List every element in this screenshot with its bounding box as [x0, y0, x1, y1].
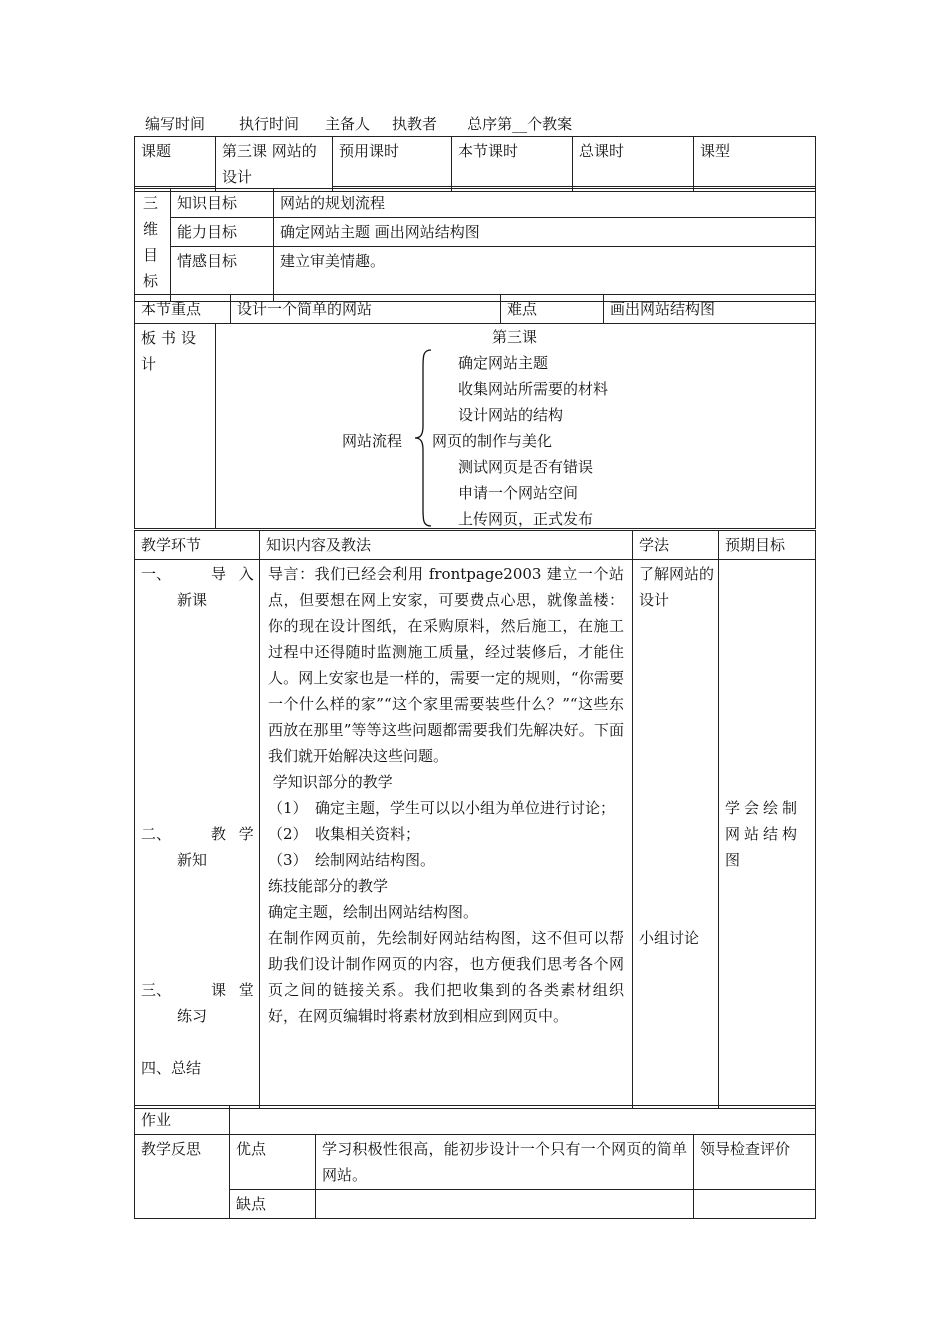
- focus-board-table: [134, 294, 816, 529]
- stage-name-cont: 新知: [177, 851, 208, 869]
- board-design-area: [216, 324, 816, 529]
- stage-name-cont: 练习: [177, 1007, 208, 1025]
- stage-header: 教学环节: [135, 531, 260, 560]
- stage-name-cont: 新课: [177, 591, 208, 609]
- flow-step: 收集网站所需要的材料: [458, 380, 609, 398]
- stage-name: 课 堂: [211, 981, 258, 999]
- pros-label: 优点: [230, 1135, 316, 1190]
- flow-label: 网站流程: [342, 432, 403, 450]
- knowledge-goal-value: 网站的规划流程: [274, 189, 816, 218]
- method-header: 学法: [633, 531, 719, 560]
- topic-value: 第三课 网站的设计: [216, 137, 333, 192]
- method-understand: 了解网站的设计: [639, 565, 715, 609]
- leader-review-label: 领导检查评价: [694, 1135, 816, 1190]
- expected-goal: 学会绘制网站结构图: [725, 799, 802, 869]
- knowledge-goal-label: 知识目标: [171, 189, 274, 218]
- board-design-label: 板书设计: [135, 324, 216, 529]
- flow-step: 测试网页是否有错误: [458, 458, 594, 476]
- pros-value: 学习积极性很高，能初步设计一个只有一个网页的简单网站。: [316, 1135, 694, 1190]
- method-group: 小组讨论: [639, 929, 700, 947]
- key-point-label: 本节重点: [135, 295, 231, 324]
- goal-column: [719, 560, 816, 1109]
- content-header: 知识内容及教法: [260, 531, 633, 560]
- stage-number: 一、: [141, 565, 172, 583]
- cons-value: [316, 1190, 694, 1219]
- board-title: 第三课: [492, 328, 538, 346]
- stage-column: [135, 560, 260, 1109]
- content-line: 学知识部分的教学: [268, 773, 393, 791]
- lesson-type-label: 课型: [694, 137, 816, 187]
- stage-number: 二、: [141, 825, 172, 843]
- stage-name: 导 入: [211, 565, 258, 583]
- teaching-process-table: [134, 530, 816, 1109]
- emotion-goal-label: 情感目标: [171, 247, 274, 302]
- content-line: 确定主题，绘制出网站结构图。: [268, 903, 479, 921]
- sequence-label: 总序第__个教案: [467, 115, 573, 133]
- flow-steps: [432, 350, 608, 532]
- goals-label-char: 维: [143, 220, 159, 238]
- key-point-value: 设计一个简单的网站: [231, 295, 501, 324]
- content-line: （2） 收集相关资料；: [268, 825, 421, 843]
- content-line: （3） 绘制网站结构图。: [268, 851, 436, 869]
- lesson-info-table: [134, 136, 816, 192]
- ability-goal-label: 能力目标: [171, 218, 274, 247]
- total-hours-label: 总课时: [573, 137, 694, 187]
- flow-step: 确定网站主题: [458, 354, 549, 372]
- homework-label: 作业: [135, 1106, 230, 1135]
- stage-summary: 四、总结: [141, 1059, 202, 1077]
- content-line: （1） 确定主题，学生可以以小组为单位进行讨论；: [268, 799, 616, 817]
- content-column: [260, 560, 633, 1109]
- exec-time-label: 执行时间: [239, 115, 300, 133]
- emotion-goal-value: 建立审美情趣。: [274, 247, 816, 302]
- goals-label-char: 目: [143, 246, 159, 264]
- flow-step: 申请一个网站空间: [458, 484, 579, 502]
- difficulty-value: 画出网站结构图: [604, 295, 816, 324]
- reflection-label: 教学反思: [135, 1135, 230, 1219]
- ability-goal-value: 确定网站主题 画出网站结构图: [274, 218, 816, 247]
- goals-table: [134, 188, 816, 302]
- goals-label-char: 标: [143, 272, 159, 290]
- executor-label: 执教者: [392, 115, 438, 133]
- three-dim-goals-label: [135, 189, 171, 302]
- flow-step: 网页的制作与美化: [432, 432, 553, 450]
- leader-review-value: [694, 1190, 816, 1219]
- stage-name: 教 学: [211, 825, 258, 843]
- stage-number: 三、: [141, 981, 172, 999]
- content-line: 练技能部分的教学: [268, 877, 389, 895]
- flow-step: 上传网页，正式发布: [458, 510, 594, 528]
- write-time-label: 编写时间: [145, 115, 206, 133]
- flow-step: 设计网站的结构: [458, 406, 564, 424]
- homework-value: [230, 1106, 816, 1135]
- goal-header: 预期目标: [719, 531, 816, 560]
- cons-label: 缺点: [230, 1190, 316, 1219]
- method-column: [633, 560, 719, 1109]
- summary-paragraph: 在制作网页前，先绘制好网站结构图，这不但可以帮助我们设计制作网页的内容，也方便我们思考各个网页之间的链接关系。我们把收集到的各类素材组织好，在网页编辑时将素材放到相应到网页中。: [268, 929, 624, 1025]
- goals-label-char: 三: [143, 194, 159, 212]
- intro-paragraph: 导言：我们已经会利用 frontpage2003 建立一个站点，但要想在网上安家，可要费点心思，就像盖楼：你的现在设计图纸，在采购原料，然后施工，在施工过程中还得随时监测施工质量，经过装修后，才能住人。网上安家也是一样的，需要一定的规则，“你需要一个什么样的家”“这个家里需要装些什么？”“这些东西放在那里”等等这些问题都需要我们先解决好。下面我们就开始解决这些问题。: [268, 565, 624, 765]
- preparer-label: 主备人: [325, 115, 371, 133]
- planned-hours-label: 预用课时: [333, 137, 452, 187]
- difficulty-label: 难点: [501, 295, 604, 324]
- reflection-table: [134, 1105, 816, 1219]
- document-header: [145, 113, 572, 134]
- this-hours-label: 本节课时: [452, 137, 573, 187]
- topic-label: 课题: [135, 137, 216, 187]
